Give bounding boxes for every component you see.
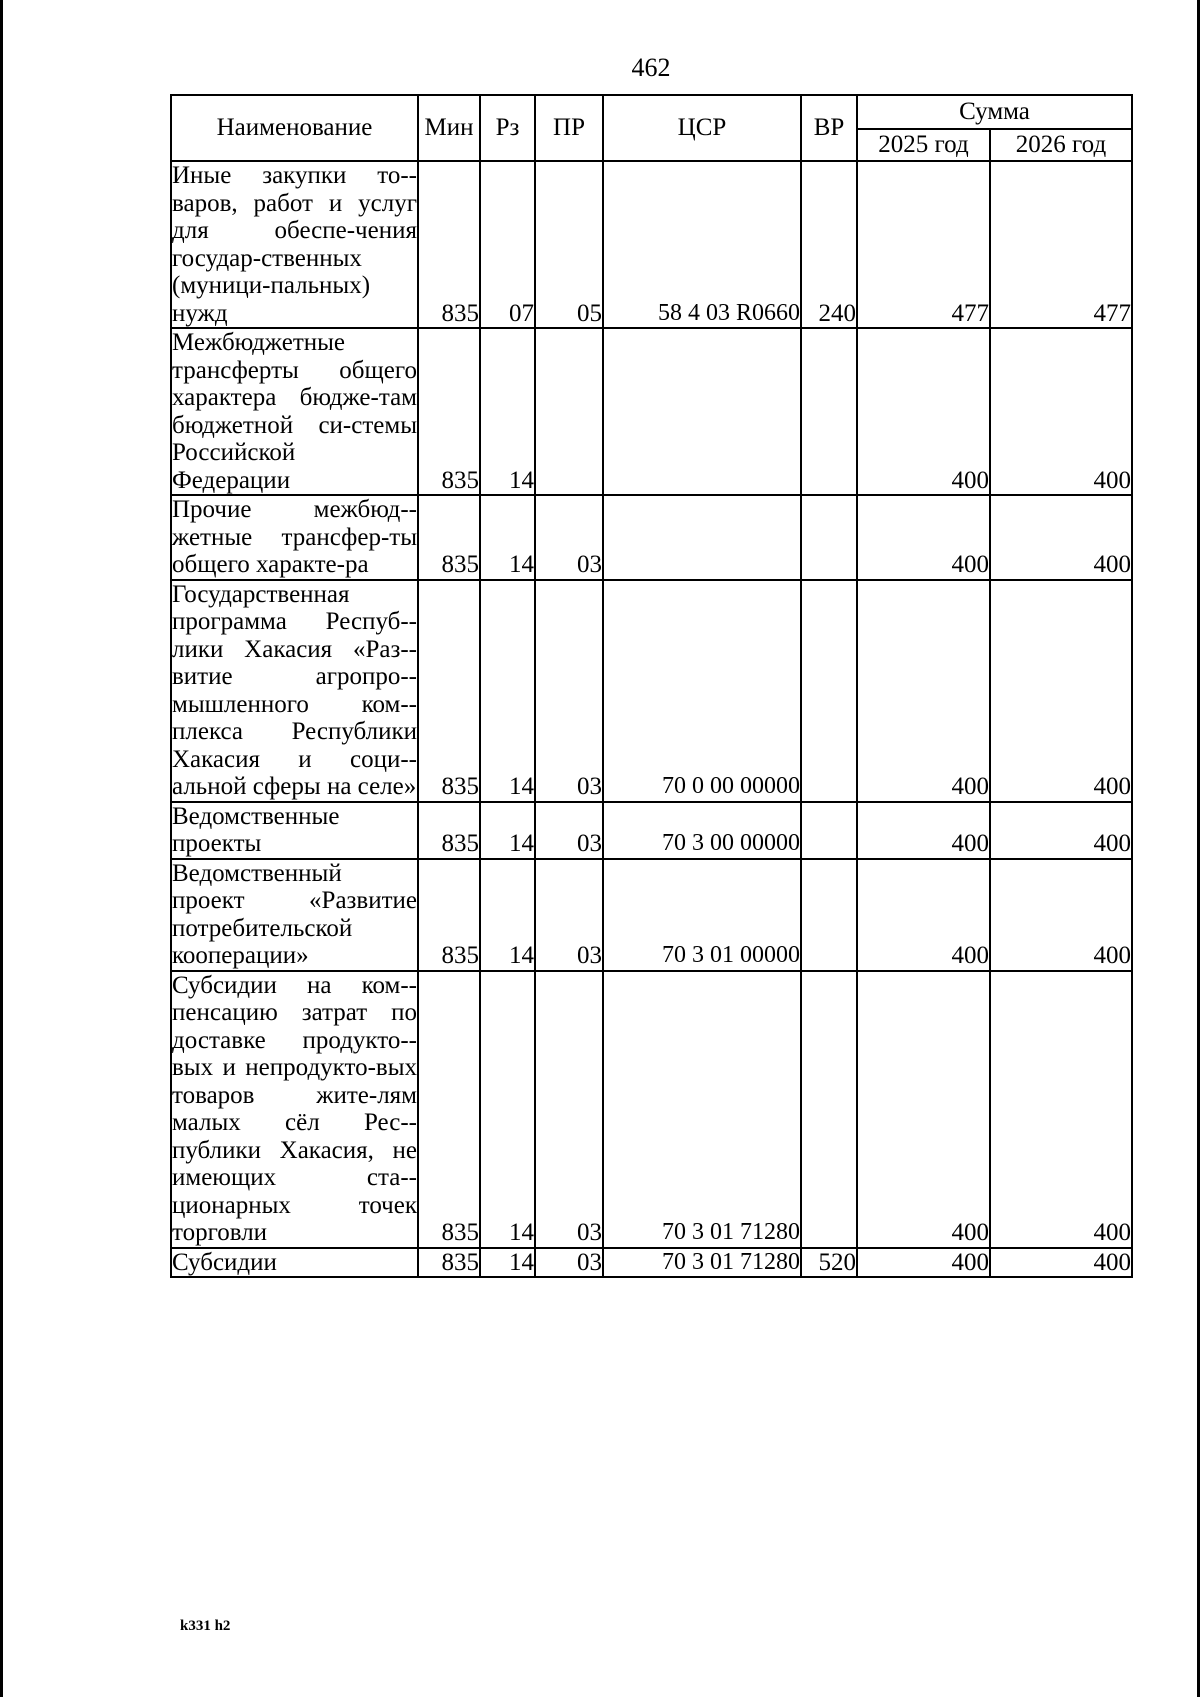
cell-min: 835 <box>418 1248 480 1278</box>
cell-vr <box>801 580 857 802</box>
cell-sum-2026: 400 <box>990 859 1132 971</box>
cell-sum-2026: 400 <box>990 971 1132 1248</box>
cell-sum-2026: 400 <box>990 580 1132 802</box>
header-sum: Сумма <box>857 95 1132 129</box>
cell-pr: 03 <box>535 859 603 971</box>
cell-sum-2025: 400 <box>857 971 990 1248</box>
cell-min: 835 <box>418 580 480 802</box>
cell-sum-2025: 400 <box>857 328 990 495</box>
cell-csr <box>603 328 801 495</box>
table-row <box>171 1248 1132 1278</box>
cell-name: Ведомственные проекты <box>171 802 418 859</box>
cell-pr: 03 <box>535 802 603 859</box>
cell-vr <box>801 802 857 859</box>
cell-csr: 58 4 03 R0660 <box>603 161 801 328</box>
footer-document-code: k331 h2 <box>180 1618 231 1634</box>
header-year-2025: 2025 год <box>857 129 990 161</box>
cell-name: Субсидии на ком-пенсацию затрат по доставке продукто-вых и непродукто-вых товаров жите-лям малых сёл Рес-публики Хакасия, не имеющих ста-ционарных точек торговли <box>172 971 417 1246</box>
cell-min: 835 <box>418 802 480 859</box>
cell-vr: 240 <box>801 161 857 328</box>
cell-csr: 70 3 01 71280 <box>603 971 801 1248</box>
cell-vr <box>801 328 857 495</box>
cell-pr: 03 <box>535 495 603 580</box>
cell-csr: 70 3 01 00000 <box>603 859 801 971</box>
cell-pr <box>535 328 603 495</box>
cell-csr: 70 3 00 00000 <box>603 802 801 859</box>
cell-pr: 03 <box>535 971 603 1248</box>
table-row <box>171 971 1132 1248</box>
cell-rz: 14 <box>480 971 535 1248</box>
header-rz: Рз <box>480 95 535 161</box>
cell-name: Прочие межбюд-жетные трансфер-ты общего характе-ра <box>172 496 417 578</box>
cell-vr <box>801 859 857 971</box>
table-row <box>171 580 1132 802</box>
header-pr: ПР <box>535 95 603 161</box>
table-body <box>171 161 1132 1277</box>
header-year-2026: 2026 год <box>990 129 1132 161</box>
cell-sum-2026: 400 <box>990 495 1132 580</box>
cell-min: 835 <box>418 161 480 328</box>
cell-min: 835 <box>418 328 480 495</box>
table-header <box>171 95 1132 161</box>
cell-sum-2026: 400 <box>990 328 1132 495</box>
cell-sum-2025: 400 <box>857 859 990 971</box>
table-row <box>171 802 1132 859</box>
cell-rz: 14 <box>480 495 535 580</box>
header-csr: ЦСР <box>603 95 801 161</box>
table-row <box>171 161 1132 328</box>
cell-rz: 07 <box>480 161 535 328</box>
cell-name: Иные закупки то-варов, работ и услуг для обеспе-чения государ-ственных (муници-пальных) нужд <box>172 162 417 327</box>
cell-sum-2025: 477 <box>857 161 990 328</box>
table-row <box>171 859 1132 971</box>
cell-pr: 05 <box>535 161 603 328</box>
cell-rz: 14 <box>480 328 535 495</box>
cell-pr: 03 <box>535 580 603 802</box>
header-name: Наименование <box>171 95 418 161</box>
cell-vr <box>801 971 857 1248</box>
scan-left-edge <box>0 0 3 1697</box>
cell-rz: 14 <box>480 580 535 802</box>
table-row <box>171 328 1132 495</box>
cell-min: 835 <box>418 495 480 580</box>
cell-sum-2026: 400 <box>990 1248 1132 1278</box>
cell-rz: 14 <box>480 1248 535 1278</box>
cell-min: 835 <box>418 971 480 1248</box>
cell-csr: 70 3 01 71280 <box>603 1248 801 1278</box>
cell-sum-2025: 400 <box>857 802 990 859</box>
header-min: Мин <box>418 95 480 161</box>
cell-rz: 14 <box>480 859 535 971</box>
cell-name: Государственная программа Респуб-лики Хакасия «Раз-витие агропро-мышленного ком-плекса Республики Хакасия и соци-альной сферы на селе» <box>172 580 417 800</box>
cell-name: Межбюджетные трансферты общего характера бюдже-там бюджетной си-стемы Российской Федерации <box>172 329 417 494</box>
page-number: 462 <box>631 53 671 82</box>
header-vr: ВР <box>801 95 857 161</box>
cell-vr: 520 <box>801 1248 857 1278</box>
cell-rz: 14 <box>480 802 535 859</box>
budget-table <box>170 94 1133 1278</box>
cell-min: 835 <box>418 859 480 971</box>
cell-sum-2025: 400 <box>857 580 990 802</box>
cell-sum-2025: 400 <box>857 495 990 580</box>
cell-sum-2026: 400 <box>990 802 1132 859</box>
table-row <box>171 495 1132 580</box>
cell-csr: 70 0 00 00000 <box>603 580 801 802</box>
cell-sum-2026: 477 <box>990 161 1132 328</box>
cell-pr: 03 <box>535 1248 603 1278</box>
cell-csr <box>603 495 801 580</box>
cell-sum-2025: 400 <box>857 1248 990 1278</box>
cell-name: Субсидии <box>171 1248 418 1278</box>
cell-name: Ведомственный проект «Развитие потребительской кооперации» <box>172 859 417 969</box>
cell-vr <box>801 495 857 580</box>
